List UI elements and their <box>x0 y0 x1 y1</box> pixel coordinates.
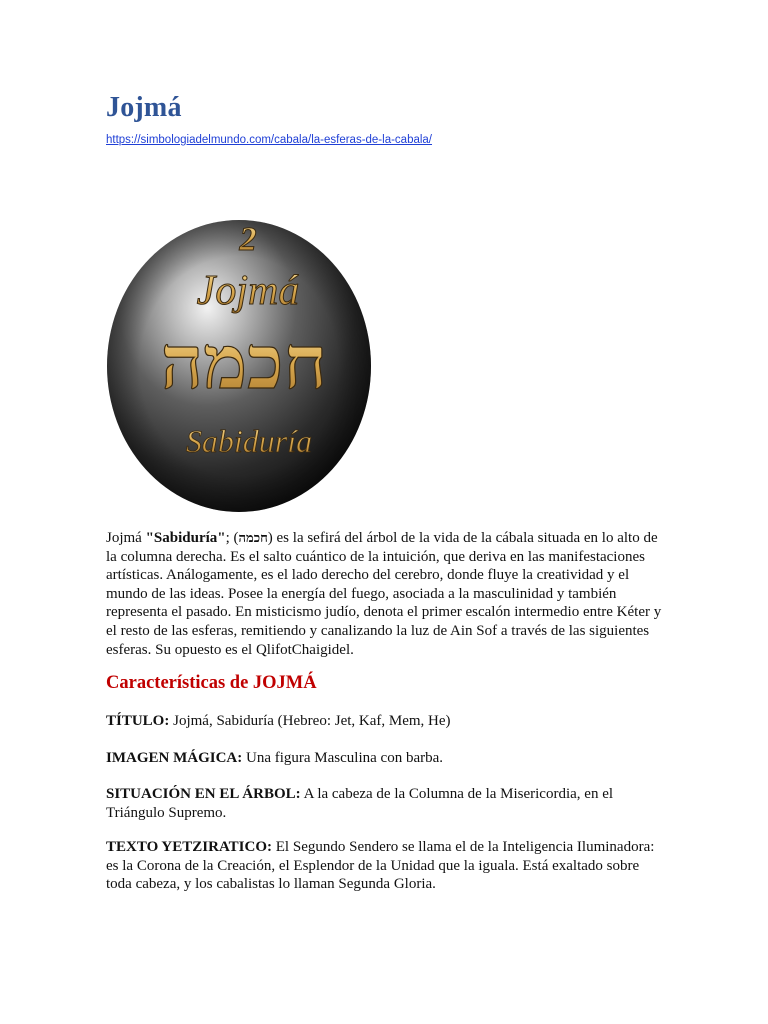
section-heading: Características de JOJMÁ <box>106 673 317 693</box>
characteristic-text: A la cabeza de la Columna de la Misericordia, en el Triángulo Supremo. <box>106 786 614 821</box>
intro-sep: ; ( <box>225 530 239 546</box>
intro-bold-term: "Sabiduría" <box>145 530 226 546</box>
characteristic-label: TEXTO YETZIRATICO: <box>106 839 273 855</box>
sefira-hebrew: חכמה <box>160 320 328 406</box>
characteristic-text: Una figura Masculina con barba. <box>242 750 444 766</box>
intro-hebrew: חכמה <box>238 530 268 545</box>
characteristic-label: TÍTULO: <box>106 713 170 729</box>
intro-lead: Jojmá <box>106 530 146 546</box>
characteristic-text: Jojmá, Sabiduría (Hebreo: Jet, Kaf, Mem, He) <box>169 713 451 729</box>
intro-paragraph <box>106 529 666 659</box>
characteristic-label: SITUACIÓN EN EL ÁRBOL: <box>106 786 301 802</box>
sefira-sphere-image <box>104 216 374 516</box>
source-link[interactable]: https://simbologiadelmundo.com/cabala/la-esferas-de-la-cabala/ <box>106 134 433 146</box>
characteristic-situacion <box>106 785 666 822</box>
sefira-number: 2 <box>239 221 257 258</box>
page-title: Jojmá <box>106 92 182 123</box>
characteristic-texto-yetziratico <box>106 838 666 894</box>
characteristic-imagen-magica <box>106 749 666 768</box>
sefira-meaning: Sabiduría <box>185 423 313 459</box>
characteristic-titulo <box>106 712 666 731</box>
intro-rest: ) es la sefirá del árbol de la vida de la cábala situada en lo alto de la columna derecha. Es el salto cuántico de la intuición, que deriva en las manifestaciones artísticas. Análogamente, es el lado derecho del cerebro, donde fluye la creatividad y el mundo de las ideas. Posee la energía del fuego, asociada a la masculinidad y también representa el pasado. En misticismo judío, denota el primer escalón intermedio entre Kéter y el resto de las esferas, remitiendo y canalizando la luz de Ain Sof a través de las siguientes esferas. Su opuesto es el QlifotChaigidel. <box>106 530 662 658</box>
characteristic-text: El Segundo Sendero se llama el de la Inteligencia Iluminadora: es la Corona de la Creación, el Esplendor de la Unidad que la iguala. Está exaltado sobre toda cabeza, y los cabalistas lo llaman Segunda Gloria. <box>106 839 655 893</box>
sefira-name: Jojmá <box>196 268 300 314</box>
characteristic-label: IMAGEN MÁGICA: <box>106 750 243 766</box>
